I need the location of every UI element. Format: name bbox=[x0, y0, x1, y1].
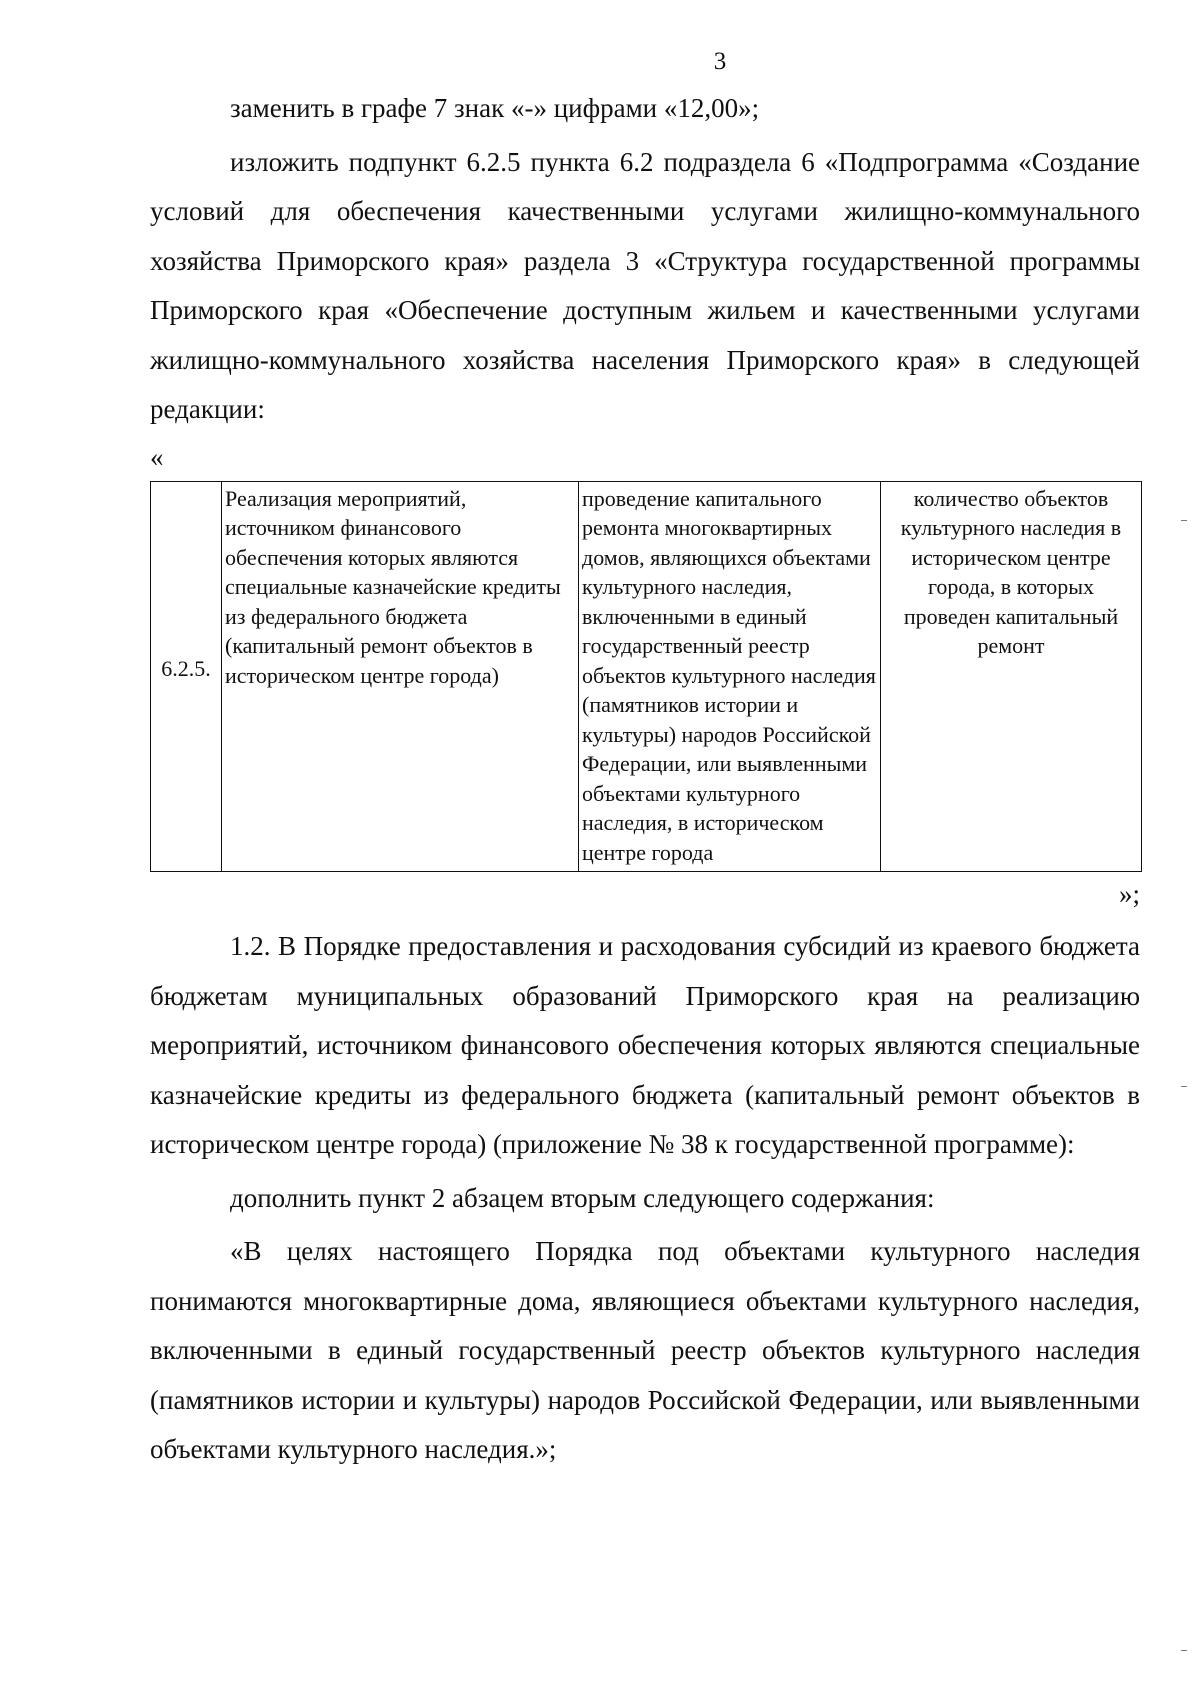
row-indicator: количество объектов культурного наследия в историческом центре города, в которых проведен капитальный ремонт bbox=[881, 481, 1142, 872]
margin-tick-mark bbox=[1181, 1650, 1187, 1651]
margin-tick-mark bbox=[1181, 520, 1187, 521]
structure-table bbox=[150, 481, 1142, 873]
paragraph-definition: «В целях настоящего Порядка под объектами культурного наследия понимаются многоквартирные дома, являющиеся объектами культурного наследия, включенными в единый государственный реестр объектов культурного наследия (памятников истории и культуры) народов Российской Федерации, или выявленными объектами культурного наследия.»; bbox=[150, 1236, 1140, 1464]
paragraph-supplement: дополнить пункт 2 абзацем вторым следующего содержания: bbox=[230, 1182, 935, 1213]
paragraph-procedure: 1.2. В Порядке предоставления и расходования субсидий из краевого бюджета бюджетам муниципальных образований Приморского края на реализацию мероприятий, источником финансового обеспечения которых являются специальные казначейские кредиты из федерального бюджета (капитальный ремонт объектов в историческом центре города) (приложение № 38 к государственной программе): bbox=[150, 931, 1140, 1159]
paragraph-subitem-intro: изложить подпункт 6.2.5 пункта 6.2 подраздела 6 «Подпрограмма «Создание условий для обеспечения качественными услугами жилищно-коммунального хозяйства Приморского края» раздела 3 «Структура государственной программы Приморского края «Обеспечение доступным жильем и качественными услугами жилищно-коммунального хозяйства населения Приморского края» в следующей редакции: bbox=[150, 146, 1140, 424]
paragraph-replace-sign: заменить в графе 7 знак «-» цифрами «12,00»; bbox=[230, 93, 760, 123]
close-quote: »; bbox=[1118, 879, 1140, 909]
open-quote: « bbox=[150, 441, 164, 472]
document-page bbox=[150, 40, 1140, 1475]
page-number: 3 bbox=[713, 48, 727, 75]
row-description: проведение капитального ремонта многоквартирных домов, являющихся объектами культурного наследия, включенными в единый государственный реестр объектов культурного наследия (памятников истории и культуры) народов Российской Федерации, или выявленными объектами культурного наследия, в историческом центре города bbox=[579, 481, 881, 872]
row-name: Реализация мероприятий, источником финансового обеспечения которых являются специальные казначейские кредиты из федерального бюджета (капитальный ремонт объектов в историческом центре города) bbox=[222, 481, 579, 872]
table-row bbox=[151, 481, 1142, 872]
row-number: 6.2.5. bbox=[151, 481, 222, 872]
margin-tick-mark bbox=[1181, 1086, 1187, 1087]
